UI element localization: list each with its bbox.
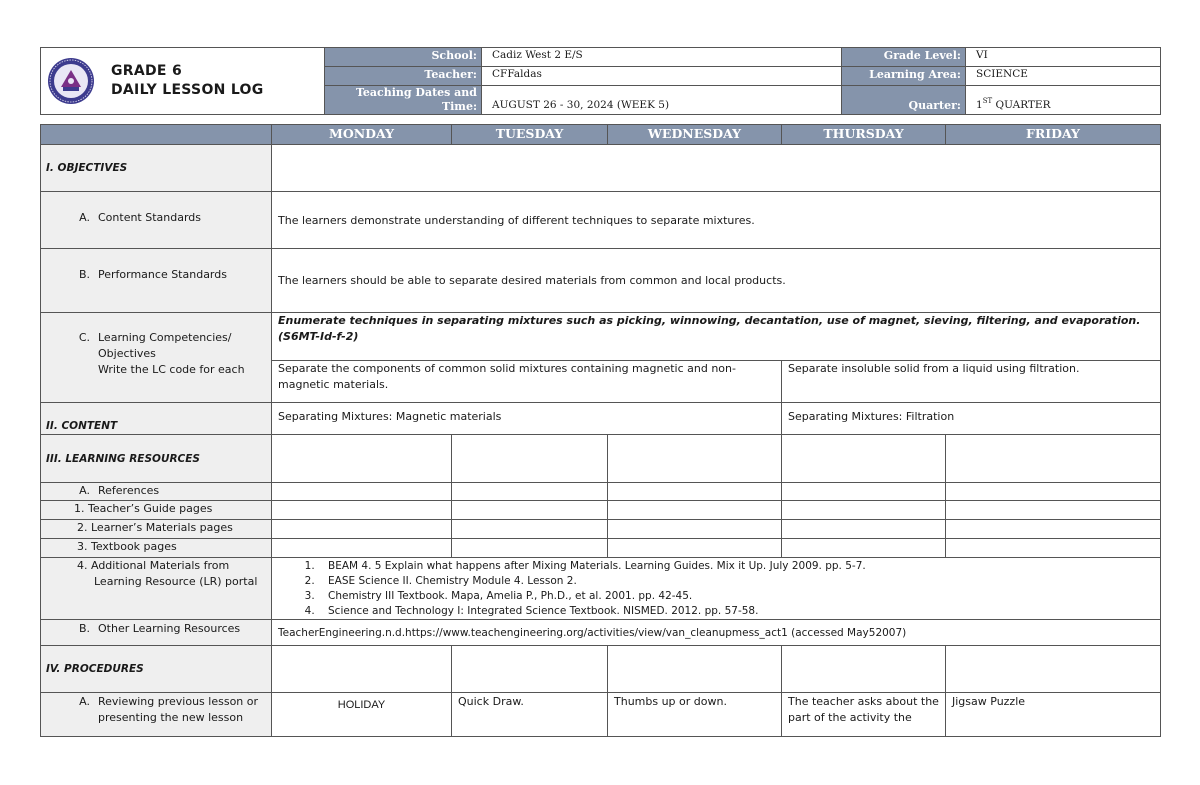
learning-area-label: Learning Area: [842,67,966,86]
quarter-number: 1 [976,99,983,111]
tb-friday [946,539,1161,558]
lm-monday [272,520,452,539]
competencies-label-line3: Write the LC code for each [98,363,245,376]
competencies-label-line1: Learning Competencies/ [98,331,232,344]
learners-materials-label: 2. Learner’s Materials pages [41,520,272,539]
content-label-text: II. CONTENT [46,420,118,432]
references-marker: A. [79,484,90,497]
quarter-value [966,86,1161,115]
grade-level-value: VI [966,48,1161,67]
competencies-main-text: Enumerate techniques in separating mixtures such as picking, winnowing, decantation, use of magnet, sieving, filtering, and evaporation. [278,314,1141,327]
additional-material-item: 3. Chemistry III Textbook. Mapa, Amelia P., Ph.D., et al. 2001. pp. 42-45. [318,589,1160,604]
day-header-friday: FRIDAY [946,125,1161,145]
tb-thursday [782,539,946,558]
school-value: Cadiz West 2 E/S [482,48,842,67]
objectives-label-text: I. OBJECTIVES [46,162,128,174]
tg-tuesday [452,501,608,520]
quarter-text: QUARTER [992,99,1051,111]
other-resources-label [41,620,272,646]
content-left: Separating Mixtures: Magnetic materials [272,403,782,435]
document-title-line2: DAILY LESSON LOG [111,82,264,98]
teacher-label: Teacher: [325,67,482,86]
tg-monday [272,501,452,520]
resources-label-text: III. LEARNING RESOURCES [46,452,200,465]
school-label: School: [325,48,482,67]
competencies-right: Separate insoluble solid from a liquid using filtration. [782,361,1161,403]
lm-tuesday [452,520,608,539]
resources-wednesday [608,435,782,483]
day-header-wednesday: WEDNESDAY [608,125,782,145]
tg-friday [946,501,1161,520]
tb-monday [272,539,452,558]
procedures-tuesday [452,646,608,693]
content-standards-marker: A. [79,211,90,224]
additional-materials-line1: 4. Additional Materials from [77,559,230,572]
deped-seal-icon [47,57,95,105]
header-table [40,47,1161,115]
tg-thursday [782,501,946,520]
additional-material-item: 4. Science and Technology I: Integrated Science Textbook. NISMED. 2012. pp. 57-58. [318,604,1160,619]
references-wednesday [608,483,782,501]
procedures-friday [946,646,1161,693]
content-standards-value: The learners demonstrate understanding of different techniques to separate mixtures. [272,192,1161,249]
references-friday [946,483,1161,501]
additional-materials-line2: Learning Resource (LR) portal [94,575,258,588]
references-tuesday [452,483,608,501]
teachers-guide-label: 1. Teacher’s Guide pages [41,501,272,520]
additional-materials-label [41,558,272,620]
competencies-marker: C. [78,331,90,344]
references-label [41,483,272,501]
day-header-blank [41,125,272,145]
references-monday [272,483,452,501]
references-thursday [782,483,946,501]
teacher-value: CFFaldas [482,67,842,86]
document-title-line1: GRADE 6 [111,63,183,79]
quarter-label: Quarter: [842,86,966,115]
tg-wednesday [608,501,782,520]
additional-materials-list [272,559,1160,619]
tb-tuesday [452,539,608,558]
reviewing-tuesday: Quick Draw. [452,693,608,737]
lesson-log-table [40,124,1161,737]
performance-standards-marker: B. [78,268,90,281]
competencies-main [272,313,1161,361]
day-header-monday: MONDAY [272,125,452,145]
textbook-label: 3. Textbook pages [41,539,272,558]
content-right: Separating Mixtures: Filtration [782,403,1161,435]
procedures-thursday [782,646,946,693]
lm-wednesday [608,520,782,539]
content-standards-label-text: Content Standards [98,211,202,224]
resources-thursday [782,435,946,483]
reviewing-label [41,693,272,737]
teaching-dates-value: AUGUST 26 - 30, 2024 (WEEK 5) [482,86,842,115]
content-label [41,403,272,435]
reviewing-monday: HOLIDAY [272,693,452,737]
competencies-label [41,313,272,403]
lm-friday [946,520,1161,539]
teaching-dates-label-line1: Teaching Dates and [355,86,477,99]
procedures-wednesday [608,646,782,693]
competencies-code: (S6MT-Id-f-2) [278,330,359,343]
teaching-dates-label [325,86,482,115]
day-header-thursday: THURSDAY [782,125,946,145]
reviewing-label-line1: Reviewing previous lesson or [98,695,259,708]
reviewing-wednesday: Thumbs up or down. [608,693,782,737]
procedures-label [41,646,272,693]
procedures-monday [272,646,452,693]
resources-friday [946,435,1161,483]
additional-material-item: 2. EASE Science II. Chemistry Module 4. Lesson 2. [318,574,1160,589]
objectives-label [41,145,272,192]
day-header-row [41,125,1161,145]
objectives-blank [272,145,1161,192]
performance-standards-label [41,249,272,313]
competencies-left: Separate the components of common solid mixtures containing magnetic and non-magnetic materials. [272,361,782,403]
reviewing-thursday: The teacher asks about the part of the activity the [782,693,946,737]
learning-area-value: SCIENCE [966,67,1161,86]
additional-material-item: 1. BEAM 4. 5 Explain what happens after Mixing Materials. Learning Guides. Mix it Up. July 2009. pp. 5-7. [318,559,1160,574]
resources-label [41,435,272,483]
other-resources-marker: B. [78,622,90,635]
reviewing-friday: Jigsaw Puzzle [946,693,1161,737]
procedures-label-text: IV. PROCEDURES [46,663,144,675]
additional-materials-value [272,558,1161,620]
reviewing-label-line2: presenting the new lesson [98,711,244,724]
competencies-label-line2: Objectives [98,347,156,360]
lm-thursday [782,520,946,539]
other-resources-value: TeacherEngineering.n.d.https://www.teachengineering.org/activities/view/van_cleanupmess_act1 (accessed May52007) [272,620,1161,646]
performance-standards-value: The learners should be able to separate desired materials from common and local products. [272,249,1161,313]
logo-title-cell [41,48,325,115]
tb-wednesday [608,539,782,558]
other-resources-label-text: Other Learning Resources [98,622,241,635]
content-standards-label [41,192,272,249]
references-label-text: References [98,484,160,497]
reviewing-marker: A. [79,695,90,708]
teaching-dates-label-line2: Time: [441,100,477,113]
grade-level-label: Grade Level: [842,48,966,67]
quarter-superscript: ST [982,97,993,105]
resources-tuesday [452,435,608,483]
day-header-tuesday: TUESDAY [452,125,608,145]
resources-monday [272,435,452,483]
performance-standards-label-text: Performance Standards [98,268,227,281]
